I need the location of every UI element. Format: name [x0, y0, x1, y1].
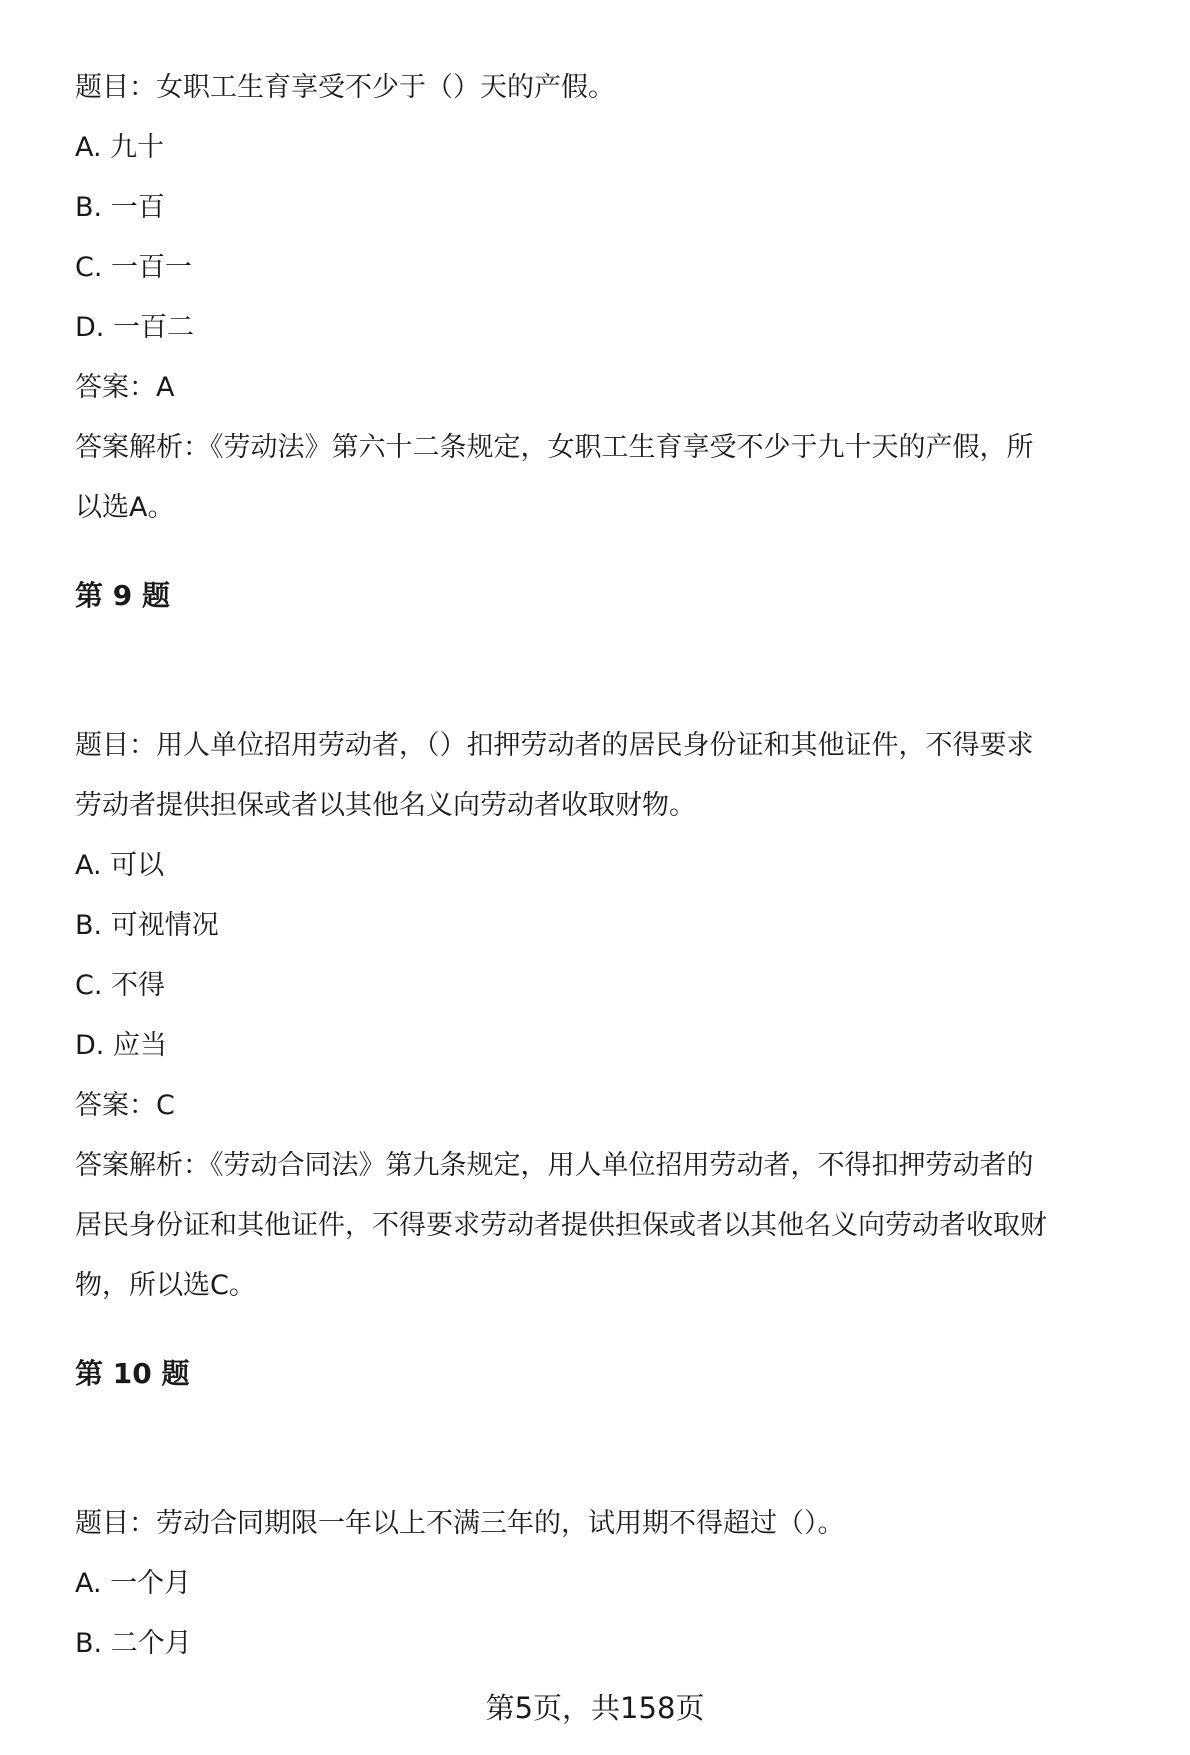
- answer: 答案：A: [75, 372, 175, 403]
- answer: 答案：C: [75, 1090, 175, 1121]
- question-text: 劳动者提供担保或者以其他名义向劳动者收取财物。: [75, 790, 696, 821]
- question-8: [75, 58, 1165, 538]
- question-heading: 第 9 题: [75, 579, 170, 612]
- question-text: 题目：劳动合同期限一年以上不满三年的，试用期不得超过（）。: [75, 1508, 845, 1539]
- option-a: A. 九十: [75, 132, 165, 163]
- analysis-line: 以选A。: [75, 492, 175, 523]
- option-a: A. 一个月: [75, 1568, 192, 1599]
- analysis-line: 答案解析：《劳动合同法》第九条规定，用人单位招用劳动者，不得扣押劳动者的: [75, 1150, 1034, 1181]
- option-b: B. 一百: [75, 192, 165, 223]
- option-b: B. 可视情况: [75, 910, 219, 941]
- analysis-line: 答案解析：《劳动法》第六十二条规定，女职工生育享受不少于九十天的产假，所: [75, 432, 1034, 463]
- option-d: D. 应当: [75, 1030, 167, 1061]
- option-c: C. 不得: [75, 970, 166, 1001]
- analysis-line: 物，所以选C。: [75, 1270, 256, 1301]
- question-text: 题目：用人单位招用劳动者，（）扣押劳动者的居民身份证和其他证件，不得要求: [75, 730, 1034, 761]
- option-b: B. 二个月: [75, 1628, 192, 1659]
- option-a: A. 可以: [75, 850, 165, 881]
- document-page: [75, 58, 1165, 1674]
- page-footer: 第5页，共158页: [485, 1691, 705, 1725]
- option-c: C. 一百一: [75, 252, 193, 283]
- analysis-line: 居民身份证和其他证件，不得要求劳动者提供担保或者以其他名义向劳动者收取财: [75, 1210, 1047, 1241]
- question-9: [75, 566, 1165, 1316]
- question-10: [75, 1344, 1165, 1674]
- question-text: 题目：女职工生育享受不少于（）天的产假。: [75, 72, 615, 103]
- question-heading: 第 10 题: [75, 1357, 190, 1390]
- option-d: D. 一百二: [75, 312, 194, 343]
